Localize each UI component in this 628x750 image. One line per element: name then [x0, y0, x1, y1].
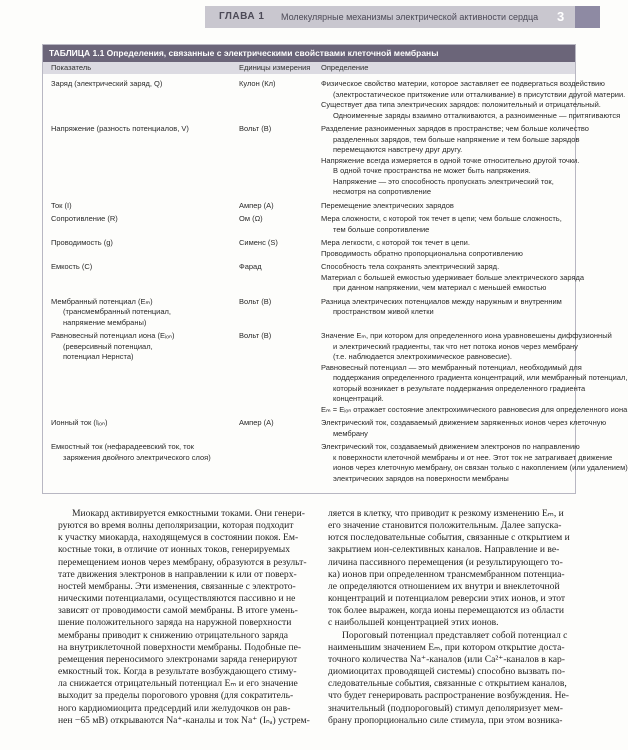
definition-line: Напряжение — это способность пропускать электрический ток, [333, 176, 554, 186]
cell-definition [321, 331, 628, 415]
header-tab [575, 6, 600, 28]
body-line: личина пассивного перемещения (и результирующего то- [328, 556, 563, 568]
column-header-definition: Определение [321, 63, 369, 72]
body-line: ническими потенциалами, осуществляются пассивно и не [58, 593, 296, 605]
definition-line: Мера сложности, с которой ток течет в цепи; чем больше сложность, [321, 214, 562, 223]
definition-line: Разница электрических потенциалов между наружным и внутренним [321, 296, 562, 306]
definition-line: тем больше сопротивление [333, 224, 430, 234]
cell-units: Вольт (В) [239, 296, 272, 306]
body-line: наименьшим значением Eₘ, при котором открытие доста- [328, 641, 565, 653]
definition-line: Напряжение всегда измеряется в одной точке относительно другой точки. [321, 155, 580, 165]
body-line: ного кардиомиоцита предсердий или желудочков он рав- [58, 702, 291, 714]
chapter-label: ГЛАВА 1 [219, 11, 265, 22]
body-line: ле определяются отношением их внутри и внеклеточной [328, 580, 560, 592]
cell-definition [321, 297, 571, 318]
cell-units: Ом (Ω) [239, 214, 263, 223]
body-line: руются во время волны деполяризации, которая подходит [58, 520, 294, 532]
table-row [43, 262, 585, 297]
parameter-line: Равновесный потенциал иона (Eᵢₒₙ) [51, 331, 175, 340]
definition-line: Материал с большей емкостью удерживает больше электрического заряда [321, 272, 585, 282]
body-line: зависят от проводимости самой мембраны. В итоге умень- [58, 605, 298, 617]
cell-definition [321, 262, 585, 294]
table-title: ТАБЛИЦА 1.1 Определения, связанные с электрическими свойствами клеточной мембраны [43, 45, 575, 62]
body-line: ностей мембраны. Эти изменения, связанные с электрото- [58, 580, 296, 592]
definition-line: Значение Eₘ, при котором для определенного иона уравновешены диффузионный [321, 331, 612, 340]
definition-line: Перемещение электрических зарядов [321, 200, 454, 210]
definition-line: электрических зарядов на поверхности мембраны [333, 473, 509, 483]
definition-line: ионов через клеточную мембрану, он связан только с накоплением (или удалением) [333, 463, 628, 472]
body-line: Пороговый потенциал представляет собой потенциал с [342, 629, 568, 641]
definition-line: разделенных зарядов, тем больше напряжение и тем больше зарядов [333, 134, 580, 144]
parameter-line: Емкостный ток (нефарадеевский ток, ток [51, 442, 194, 451]
cell-parameter [51, 442, 236, 463]
column-header-parameter: Показатель [51, 63, 92, 72]
cell-parameter [51, 331, 236, 363]
body-line: Миокард активируется емкостными токами. Они генери- [72, 508, 305, 519]
body-line: что будет генерировать распространение возбуждения. Не- [328, 690, 569, 702]
body-line: к участку миокарда, находящемуся в состоянии покоя. Ем- [58, 532, 299, 544]
definitions-table [42, 44, 628, 494]
cell-units: Сименс (S) [239, 238, 278, 247]
definition-line: который возникает в результате поддержания определенного градиента [333, 383, 586, 393]
body-line: следовательные события, связанные с открытием каналов, [328, 678, 567, 690]
cell-units: Вольт (В) [239, 124, 272, 133]
body-line: точного количества Na⁺-каналов (или Ca²⁺-каналов в кар- [328, 653, 565, 665]
body-line: выходит за пределы порогового уровня (для сократитель- [58, 690, 294, 702]
definition-line: поддержания определенного градиента концентраций, или мембранный потенциал, [333, 373, 628, 382]
body-line: значительный (подпороговый) стимул деполяризует мем- [328, 702, 563, 714]
body-line: ются последовательные события, связанные с открытием и [328, 532, 570, 544]
definition-line: к поверхности клеточной мембраны и от нее. Этот ток не затрагивает движение [333, 452, 613, 462]
parameter-line: Емкость (C) [51, 262, 93, 271]
parameter-line: (трансмембранный потенциал, [63, 307, 171, 316]
body-line: ремещения переносимого электронами заряда генерируют [58, 653, 298, 665]
definition-line: Существует два типа электрических зарядов: положительный и отрицательный. [321, 100, 601, 109]
running-header [205, 6, 575, 28]
table-row [43, 124, 589, 201]
cell-units: Ампер (А) [239, 200, 274, 210]
body-line: закрытием ион-селективных каналов. Направление и ве- [328, 544, 560, 556]
body-line: ка) ионов при определенном трансмембранном потенциа- [328, 568, 565, 580]
cell-parameter [51, 238, 236, 249]
cell-definition [321, 201, 571, 212]
parameter-line: заряжения двойного электрического слоя) [63, 452, 211, 462]
parameter-line: напряжение мембраны) [63, 317, 147, 327]
cell-definition [321, 442, 628, 484]
parameter-line: Ток (I) [51, 200, 72, 210]
parameter-line: потенциал Нернста) [63, 352, 134, 361]
definition-line: Электрический ток, создаваемый движением электронов по направлению [321, 442, 580, 451]
definition-line: Eₘ = Eᵢₒₙ отражает состояние электрохимического равновесия для определенного иона [321, 404, 628, 414]
cell-parameter [51, 124, 236, 135]
cell-definition [321, 418, 607, 439]
body-line: тате движения электронов в направлении к или от поверх- [58, 568, 297, 580]
body-line: шение положительного заряда на наружной поверхности [58, 617, 292, 629]
body-column-left [58, 508, 310, 727]
cell-units: Вольт (В) [239, 331, 272, 340]
table-row [43, 442, 628, 495]
parameter-line: Напряжение (разность потенциалов, V) [51, 124, 189, 133]
parameter-line: Заряд (электрический заряд, Q) [51, 79, 163, 88]
body-line: емкостный ток. Когда в результате возбуждающего стиму- [58, 666, 297, 678]
cell-units: Ампер (А) [239, 418, 274, 427]
body-line: его значение становится положительным. Далее запуска- [328, 520, 562, 532]
cell-units: Фарад [239, 262, 262, 271]
body-line: брану пропорционально силе стимула, при этом возника- [328, 714, 563, 726]
definition-line: пространством живой клетки [333, 307, 434, 316]
definition-line: перемещаются навстречу друг другу. [333, 145, 463, 154]
definition-line: (т.е. наблюдается электрохимическое равновесие). [333, 352, 512, 361]
cell-parameter [51, 79, 236, 90]
definition-line: Электрический ток, создаваемый движением заряженных ионов через клеточную [321, 418, 607, 427]
cell-definition [321, 214, 571, 235]
definition-line: В одной точке пространства не может быть напряжения. [333, 166, 531, 175]
cell-parameter [51, 201, 236, 212]
definition-line: и электрический градиенты, так что нет потока ионов через мембрану [333, 341, 578, 351]
parameter-line: Мембранный потенциал (Eₘ) [51, 296, 153, 306]
table-row [43, 79, 626, 124]
definition-line: (электростатическое притяжение или отталкивание) в присутствии другой материи. [333, 89, 626, 99]
table-body [43, 74, 628, 495]
table-row [43, 201, 575, 215]
table-row [43, 418, 607, 442]
cell-parameter [51, 262, 236, 273]
body-line: мембраны приводит к снижению отрицательного заряда [58, 629, 289, 641]
parameter-line: Проводимость (g) [51, 238, 113, 247]
definition-line: концентраций. [333, 394, 384, 403]
definition-line: Одноименные заряды взаимно отталкиваются, а разноименные — притягиваются [333, 110, 621, 120]
column-header-units: Единицы измерения [239, 63, 311, 72]
definition-line: Разделение разноименных зарядов в пространстве; чем больше количество [321, 124, 589, 133]
cell-definition [321, 124, 589, 198]
body-line: на внутриклеточной поверхности мембраны. Подобные пе- [58, 641, 302, 653]
body-line: диомиоцитах проводящей системы) способно вызвать по- [328, 666, 566, 678]
table-row [43, 238, 575, 262]
body-line: концентраций и потенциалом реверсии этих ионов, и этот [328, 593, 566, 605]
cell-parameter [51, 418, 236, 429]
body-line: перемещением ионов через мембрану, образуются в результ- [58, 556, 307, 568]
body-line: ляется в клетку, что приводит к резкому изменению Eₘ, и [328, 508, 564, 519]
cell-units: Кулон (Кл) [239, 79, 276, 88]
chapter-title: Молекулярные механизмы электрической активности сердца [281, 12, 539, 22]
definition-line: несмотря на сопротивление [333, 187, 432, 196]
cell-parameter [51, 297, 236, 329]
parameter-line: Ионный ток (Iᵢₒₙ) [51, 418, 108, 427]
body-line: ток более выражен, когда ионы перемещаются из области [328, 605, 565, 617]
definition-line: Проводимость обратно пропорциональна сопротивлению [321, 248, 523, 258]
body-column-right [328, 508, 580, 727]
cell-definition [321, 238, 571, 259]
body-line: ла снижается отрицательный потенциал Eₘ и его значение [58, 678, 298, 690]
table-row [43, 214, 575, 238]
definition-line: при данном напряжении, чем материал с меньшей емкостью [333, 283, 547, 292]
definition-line: Физическое свойство материи, которое заставляет ее подвергаться воздействию [321, 79, 605, 88]
definition-line: Равновесный потенциал — это мембранный потенциал, необходимый для [321, 362, 582, 372]
parameter-line: (реверсивный потенциал, [63, 341, 153, 351]
body-line: костные токи, в отличие от ионных токов, генерируемых [58, 544, 291, 556]
table-row [43, 331, 628, 418]
cell-definition [321, 79, 626, 121]
table-row [43, 297, 575, 332]
definition-line: Способность тела сохранять электрический заряд. [321, 262, 500, 271]
parameter-line: Сопротивление (R) [51, 214, 118, 223]
table-header-row [43, 62, 575, 74]
page-number: 3 [557, 9, 565, 24]
body-line: с наибольшей концентрацией этих ионов. [328, 617, 499, 629]
definition-line: Мера легкости, с которой ток течет в цепи. [321, 238, 470, 247]
cell-parameter [51, 214, 236, 225]
definition-line: мембрану [333, 428, 368, 438]
body-line: нен −65 мВ) открываются Na⁺-каналы и ток Na⁺ (Iₙₐ) устрем- [58, 714, 310, 726]
